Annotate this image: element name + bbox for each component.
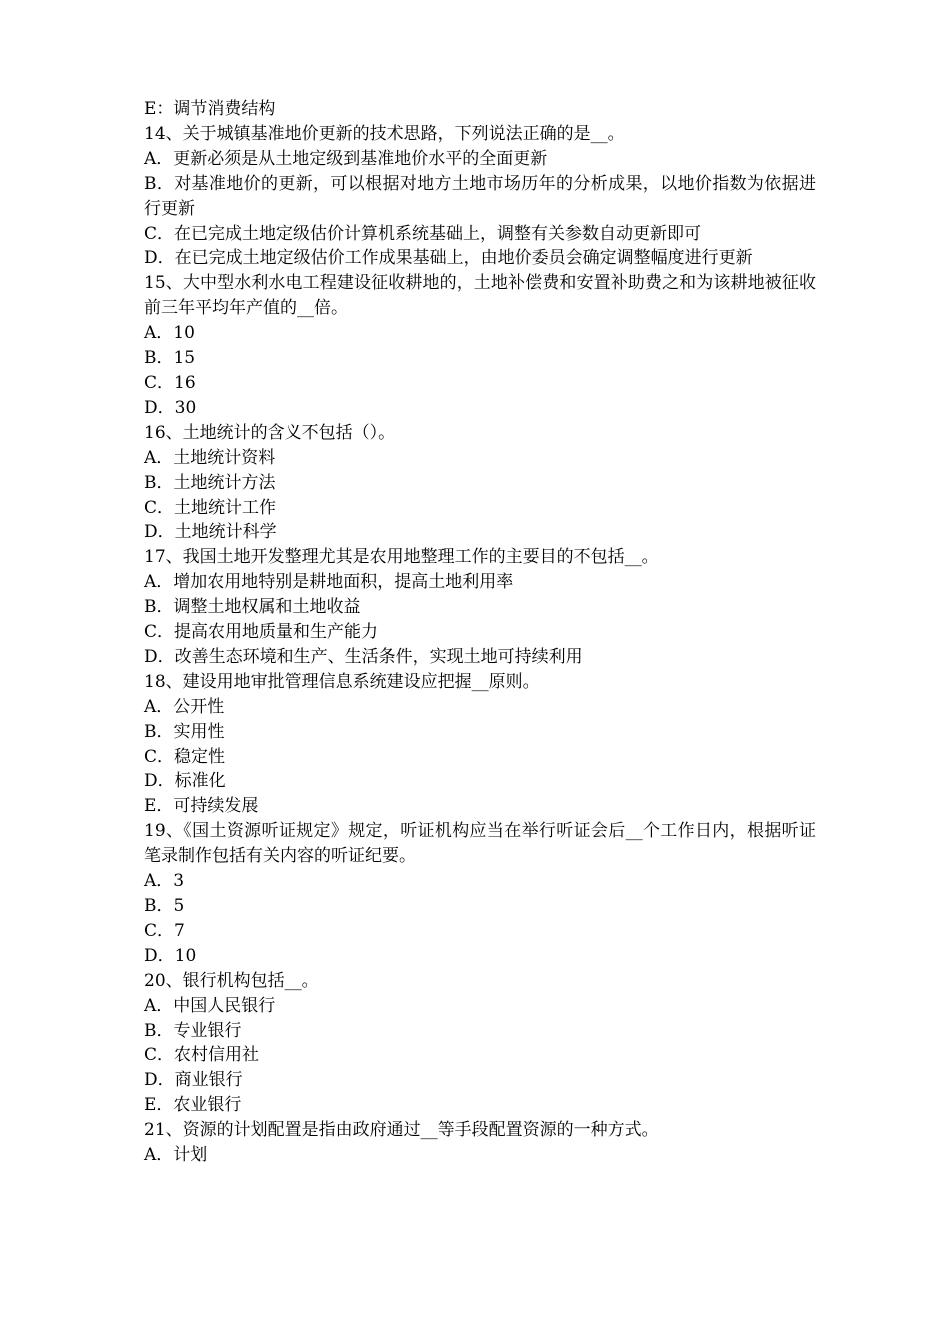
document-page [144, 97, 816, 1168]
option-d: D．标准化 [144, 771, 226, 792]
option-c: C．7 [144, 920, 185, 941]
option-d: D．10 [144, 945, 197, 966]
option-b: B．专业银行 [144, 1020, 242, 1041]
question-14: 14、关于城镇基准地价更新的技术思路，下列说法正确的是__。 [144, 123, 625, 144]
option-b: B．5 [144, 896, 185, 916]
question-18: 18、建设用地审批管理信息系统建设应把握__原则。 [144, 671, 540, 692]
option-b: B．15 [144, 348, 196, 369]
option-d: D．改善生态环境和生产、生活条件，实现土地可持续利用 [144, 646, 583, 667]
option-b: B．对基准地价的更新，可以根据对地方土地市场历年的分析成果，以地价指数为依据进行更新 [144, 173, 816, 219]
option-a: A．中国人民银行 [144, 995, 276, 1016]
question-17: 17、我国土地开发整理尤其是农用地整理工作的主要目的不包括__。 [144, 547, 659, 568]
option-a: A．土地统计资料 [144, 447, 276, 468]
question-15: 15、大中型水利水电工程建设征收耕地的，土地补偿费和安置补助费之和为该耕地被征收前三年平均年产值的__倍。 [144, 273, 816, 319]
option-d: D．在已完成土地定级估价工作成果基础上，由地价委员会确定调整幅度进行更新 [144, 248, 753, 269]
option-c: C．稳定性 [144, 746, 226, 767]
option-d: D．商业银行 [144, 1070, 243, 1091]
option-e: E．可持续发展 [144, 796, 259, 817]
option-c: C．提高农用地质量和生产能力 [144, 622, 379, 643]
option-e: E．农业银行 [144, 1095, 242, 1116]
option-c: C．土地统计工作 [144, 497, 277, 518]
option-b: B．实用性 [144, 721, 225, 742]
option-b: B．调整土地权属和土地收益 [144, 597, 361, 618]
option-a: A．计划 [144, 1145, 208, 1166]
question-16: 16、土地统计的含义不包括（）。 [144, 422, 396, 443]
option-c: C．在已完成土地定级估价计算机系统基础上，调整有关参数自动更新即可 [144, 223, 702, 244]
text-line: E：调节消费结构 [144, 99, 276, 119]
option-c: C．农村信用社 [144, 1045, 260, 1066]
question-20: 20、银行机构包括__。 [144, 970, 319, 991]
question-21: 21、资源的计划配置是指由政府通过__等手段配置资源的一种方式。 [144, 1120, 659, 1141]
option-a: A．更新必须是从土地定级到基准地价水平的全面更新 [144, 148, 548, 169]
option-a: A．3 [144, 871, 185, 892]
option-a: A．增加农用地特别是耕地面积，提高土地利用率 [144, 572, 514, 593]
option-a: A．10 [144, 323, 195, 344]
question-19: 19、《国土资源听证规定》规定，听证机构应当在举行听证会后__个工作日内，根据听证笔录制作包括有关内容的听证纪要。 [144, 821, 816, 867]
option-d: D．土地统计科学 [144, 522, 277, 543]
option-d: D．30 [144, 397, 197, 418]
option-b: B．土地统计方法 [144, 472, 276, 493]
option-c: C．16 [144, 372, 196, 393]
option-a: A．公开性 [144, 696, 225, 717]
